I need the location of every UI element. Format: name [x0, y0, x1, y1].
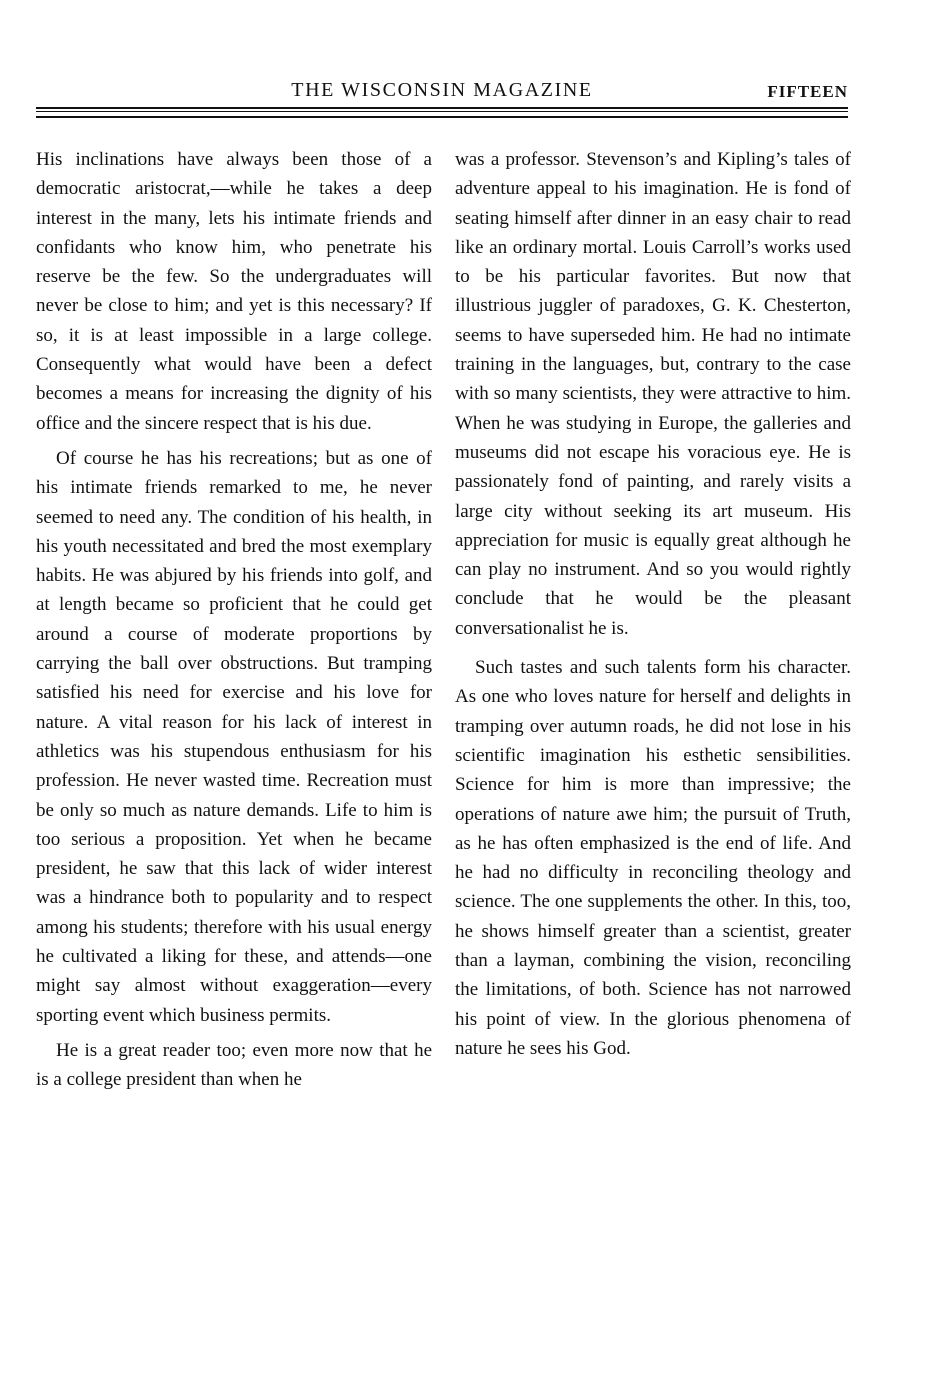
header-rule-bottom — [36, 116, 848, 118]
magazine-title: THE WISCONSIN MAGAZINE — [291, 79, 593, 101]
paragraph: He is a great reader too; even more now that he is a college president than when he — [36, 1039, 432, 1091]
left-column — [36, 145, 432, 1095]
page-number: FIFTEEN — [767, 82, 848, 101]
right-column — [455, 145, 851, 1063]
header-rule-top — [36, 107, 848, 109]
header-rule-middle — [36, 111, 848, 112]
paragraph: was a professor. Stevenson’s and Kipling’s tales of adventure appeal to his imagination. He is fond of seating himself after dinner in an easy chair to read like an ordinary mortal. Louis Carroll’s works used to be his particular favorites. But now that illustrious juggler of paradoxes, G. K. Chesterton, seems to have superseded him. He had no intimate training in the languages, but, contrary to the case with so many scientists, they were attractive to him. When he was studying in Europe, the galleries and museums did not escape his voracious eye. He is passionately fond of painting, and rarely visits a large city without seeking its art museum. His appreciation for music is equally great although he can play no instrument. And so you would rightly conclude that he would be the pleasant conversationalist he is. — [455, 149, 851, 639]
running-header — [36, 76, 848, 106]
paragraph: Of course he has his recreations; but as one of his intimate friends remarked to me, he never seemed to need any. The condition of his health, in his youth necessitated and bred the most exemplary habits. He was abjured by his friends into golf, and at length became so proficient that he could get around a course of moderate proportions by carrying the ball over obstructions. But tramping satisfied his need for exercise and his love for nature. A vital reason for his lack of interest in athletics was his stupendous enthusiasm for his profession. He never wasted time. Recreation must be only so much as nature demands. Life to him is too serious a proposition. Yet when he became president, he saw that this lack of wider interest was a hindrance both to popularity and to respect among his students; therefore with his usual energy he cultivated a liking for these, and attends—one might say almost without exaggeration—every sporting event which business permits. — [36, 447, 432, 1026]
paragraph: Such tastes and such talents form his character. As one who loves nature for herself and delights in tramping over autumn roads, he did not lose in his scientific imagination his esthetic sensibilities. Science for him is more than impressive; the operations of nature awe him; the pursuit of Truth, as he has often emphasized is the end of life. And he had no difficulty in reconciling theology and science. The one supplements the other. In this, too, he shows himself greater than a scientist, greater than a layman, combining the vision, reconciling the limitations, of both. Science has not narrowed his point of view. In the glorious phenomena of nature he sees his God. — [455, 657, 851, 1059]
paragraph: His inclinations have always been those of a democratic aristocrat,—while he takes a deep interest in the many, lets his intimate friends and confidants who know him, who penetrate his reserve be the few. So the undergraduates will never be close to him; and yet is this necessary? If so, it is at least impossible in a large college. Consequently what would have been a defect becomes a means for increasing the dignity of his office and the sincere respect that is his due. — [36, 149, 432, 434]
